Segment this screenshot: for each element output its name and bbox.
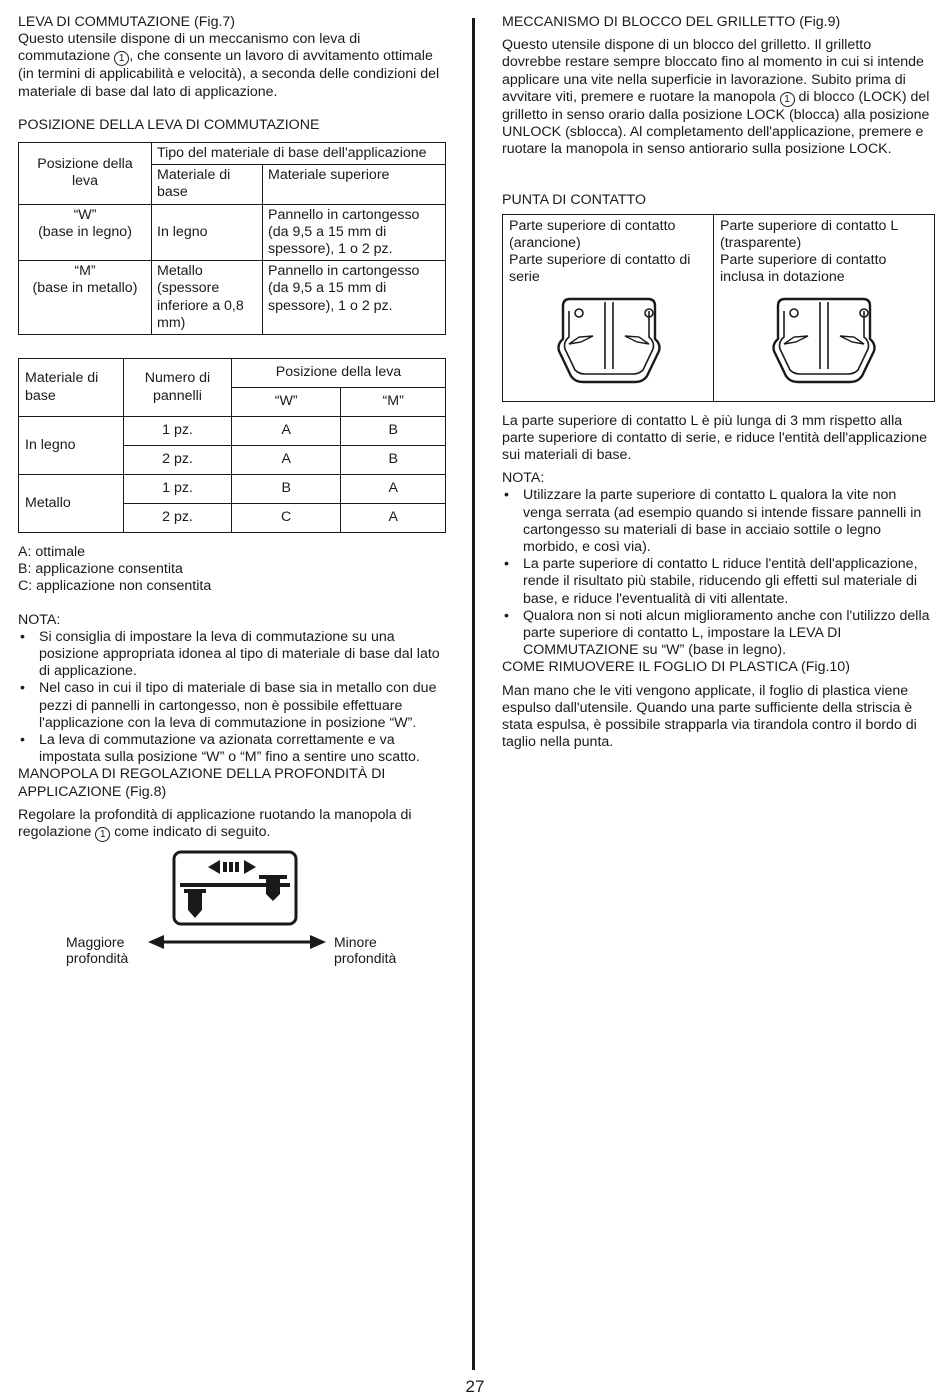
upper-cell: Pannello in cartongesso (da 9,5 a 15 mm di spessore), 1 o 2 pz. bbox=[263, 261, 446, 335]
usage-m-cell: A bbox=[341, 504, 446, 533]
col-material-group-header: Tipo del materiale di base dell'applicazione bbox=[152, 143, 446, 165]
usage-panels-cell: 2 pz. bbox=[124, 504, 232, 533]
upper-cell: Pannello in cartongesso (da 9,5 a 15 mm di spessore), 1 o 2 pz. bbox=[263, 204, 446, 261]
l-tip-cell: Parte superiore di contatto L (trasparente) Parte superiore di contatto inclusa in dotazione bbox=[714, 214, 935, 401]
table-row bbox=[19, 417, 446, 446]
contact-tip-table bbox=[502, 214, 935, 402]
usage-w-cell: A bbox=[232, 446, 341, 475]
film-text: Man mano che le viti vengono applicate, il foglio di plastica viene espulso dall'utensile. Quando una parte sufficiente della striscia è stata espulsa, è possibile strapparla via tirandola contro il bordo di taglio nella punta. bbox=[502, 682, 917, 751]
usage-position-header: Posizione della leva bbox=[232, 359, 446, 388]
trigger-heading: MECCANISMO DI BLOCCO DEL GRILLETTO (Fig.9) bbox=[502, 14, 841, 30]
list-item: • Qualora non si noti alcun miglioramento anche con l'utilizzo della parte superiore di contatto L, impostare la LEVA DI COMMUTAZIONE su “W” (base in legno). bbox=[502, 608, 930, 660]
table-row bbox=[19, 261, 446, 335]
note-list bbox=[502, 487, 930, 659]
note-label: NOTA: bbox=[18, 611, 61, 628]
position-cell: “W” (base in legno) bbox=[19, 204, 152, 261]
film-heading: COME RIMUOVERE IL FOGLIO DI PLASTICA (Fig.10) bbox=[502, 659, 850, 676]
base-cell: In legno bbox=[152, 204, 263, 261]
usage-w-cell: C bbox=[232, 504, 341, 533]
usage-base-header: Materiale di base bbox=[19, 359, 124, 417]
standard-contact-top-icon bbox=[509, 294, 707, 390]
page-number: 27 bbox=[465, 1377, 485, 1396]
callout-1-icon: 1 bbox=[780, 92, 795, 107]
usage-base-cell: Metallo bbox=[19, 475, 124, 533]
callout-1-icon: 1 bbox=[95, 827, 110, 842]
lever-position-table bbox=[18, 142, 446, 335]
legend-c: C: applicazione non consentita bbox=[18, 578, 212, 595]
usage-m-cell: B bbox=[341, 446, 446, 475]
usage-m-cell: A bbox=[341, 475, 446, 504]
list-item: • Nel caso in cui il tipo di materiale di base sia in metallo con due pezzi di pannelli in cartongesso, non è possibile effettuare l'applicazione con la leva di commutazione in posizione “W”. bbox=[18, 680, 446, 732]
lever-position-heading: POSIZIONE DELLA LEVA DI COMMUTAZIONE bbox=[18, 116, 320, 133]
right-column bbox=[502, 14, 930, 751]
usage-table bbox=[18, 358, 446, 533]
l-contact-top-icon bbox=[720, 294, 928, 390]
list-item: • Si consiglia di impostare la leva di commutazione su una posizione appropriata idonea al tipo di materiale di base dal lato di applicazione. bbox=[18, 629, 446, 681]
depth-heading: MANOPOLA DI REGOLAZIONE DELLA PROFONDITÀ DI APPLICAZIONE (Fig.8) bbox=[18, 766, 386, 800]
depth-text: Regolare la profondità di applicazione ruotando la manopola di regolazione 1 come indicato di seguito. bbox=[18, 806, 412, 841]
usage-panels-cell: 1 pz. bbox=[124, 417, 232, 446]
note-label: NOTA: bbox=[502, 470, 545, 487]
lever-heading: LEVA DI COMMUTAZIONE (Fig.7) bbox=[18, 14, 236, 30]
table-row bbox=[19, 204, 446, 261]
list-item: • La parte superiore di contatto L riduce l'entità dell'applicazione, rende il risultato più stabile, riducendo gli effetti sul materiale di base, e riduce l'eventualità di viti allentate. bbox=[502, 556, 930, 608]
trigger-text: Questo utensile dispone di un blocco del grilletto. Il grilletto dovrebbe restare sempre bloccato fino al momento in cui si intende applicare una vite nella superficie in lavorazione. Subito prima di avvitare viti, premere e ruotare la manopola 1 di blocco (LOCK) del grilletto in senso orario dalla posizione LOCK (blocca) alla posizione UNLOCK (sblocca). Al completamento dell'applicazione, premere e ruotare la manopola in senso antiorario sulla posizione LOCK. bbox=[502, 37, 930, 158]
left-column bbox=[18, 14, 446, 985]
usage-panels-cell: 1 pz. bbox=[124, 475, 232, 504]
tip-text: La parte superiore di contatto L è più lunga di 3 mm rispetto alla parte superiore di contatto di serie, e riduce l'entità dell'applicazione sui materiali di base. bbox=[502, 412, 927, 464]
usage-w-cell: A bbox=[232, 417, 341, 446]
usage-w-header: “W” bbox=[232, 388, 341, 417]
rating-legend bbox=[18, 544, 446, 596]
list-item: • La leva di commutazione va azionata correttamente e va impostata sulla posizione “W” o “M” fino a sentire uno scatto. bbox=[18, 732, 446, 766]
callout-1-icon: 1 bbox=[114, 51, 129, 66]
more-depth-label: Maggiore profondità bbox=[66, 934, 129, 967]
standard-tip-cell: Parte superiore di contatto (arancione) Parte superiore di contatto di serie bbox=[503, 214, 714, 401]
usage-m-cell: B bbox=[341, 417, 446, 446]
legend-a: A: ottimale bbox=[18, 544, 86, 561]
col-base-header: Materiale di base bbox=[152, 165, 263, 204]
usage-panels-header: Numero di pannelli bbox=[124, 359, 232, 417]
note-list bbox=[18, 629, 446, 767]
tip-heading: PUNTA DI CONTATTO bbox=[502, 192, 646, 209]
usage-w-cell: B bbox=[232, 475, 341, 504]
base-cell: Metallo (spessore inferiore a 0,8 mm) bbox=[152, 261, 263, 335]
legend-b: B: applicazione consentita bbox=[18, 561, 183, 578]
table-row bbox=[19, 475, 446, 504]
column-divider bbox=[472, 18, 475, 1370]
lever-intro: Questo utensile dispone di un meccanismo con leva di commutazione 1 , che consente un lavoro di avvitamento ottimale (in termini di applicabilità e velocità), a seconda delle condizioni del materiale di base dal lato di applicazione. bbox=[18, 31, 440, 100]
usage-base-cell: In legno bbox=[19, 417, 124, 475]
col-position-header: Posizione della leva bbox=[19, 143, 152, 205]
usage-m-header: “M” bbox=[341, 388, 446, 417]
usage-panels-cell: 2 pz. bbox=[124, 446, 232, 475]
depth-adjust-figure bbox=[18, 850, 446, 985]
position-cell: “M” (base in metallo) bbox=[19, 261, 152, 335]
col-upper-header: Materiale superiore bbox=[263, 165, 446, 204]
less-depth-label: Minore profondità bbox=[334, 934, 397, 967]
list-item: • Utilizzare la parte superiore di contatto L qualora la vite non venga serrata (ad esempio quando si intende fissare pannelli in cartongesso su materiali di base in acciaio sottile o legno morbido, e così via). bbox=[502, 487, 930, 556]
